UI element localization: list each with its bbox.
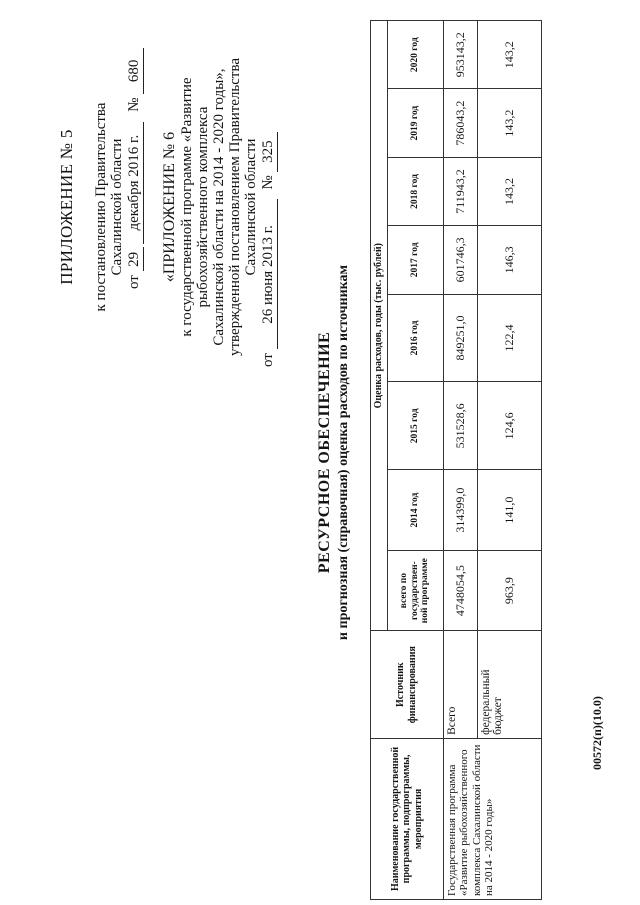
table-header-row <box>371 21 388 900</box>
header-total: всего по государствен-ной программе <box>387 550 443 631</box>
annex6-line-1: к государственной программе «Развитие <box>179 77 195 337</box>
document-title: РЕСУРСНОЕ ОБЕСПЕЧЕНИЕ <box>316 331 333 574</box>
value-cell: 531528,6 <box>443 382 477 470</box>
value-cell: 143,2 <box>477 89 541 157</box>
decree-number: 680 <box>127 48 144 94</box>
program-number: 325 <box>261 132 278 172</box>
date-month-year: декабря 2016 г. <box>127 122 144 244</box>
value-cell: 146,3 <box>477 226 541 294</box>
header-program: Наименование государственной программы, подпрограммы, мероприятия <box>371 738 444 899</box>
source-cell: Всего <box>443 631 477 738</box>
date-day: 29 <box>127 247 144 271</box>
header-year: 2016 год <box>387 294 443 382</box>
header-year: 2014 год <box>387 470 443 551</box>
date2-prefix: от <box>260 353 276 367</box>
header-year: 2017 год <box>387 226 443 294</box>
header-source: Источник финансирования <box>371 631 444 738</box>
number2-sign: № <box>260 175 276 190</box>
document-subtitle: и прогнозная (справочная) оценка расходов по источникам <box>336 264 351 641</box>
table-row <box>443 21 477 900</box>
value-cell: 141,0 <box>477 470 541 551</box>
header-year: 2020 год <box>387 21 443 89</box>
value-cell: 601746,3 <box>443 226 477 294</box>
decree-line-1: к постановлению Правительства <box>93 102 109 312</box>
value-cell: 953143,2 <box>443 21 477 89</box>
value-cell: 124,6 <box>477 382 541 470</box>
program-name-cell: Государственная программа «Развитие рыбохозяйственного комплекса Сахалинской области на 2014 - 2020 годы» <box>443 738 541 899</box>
total-cell: 4748054,5 <box>443 550 477 631</box>
resource-table <box>370 20 542 900</box>
annex6-title: «ПРИЛОЖЕНИЕ № 6 <box>161 131 178 283</box>
footer-code: 00572(п)(10.0) <box>590 696 604 770</box>
value-cell: 143,2 <box>477 157 541 225</box>
program-date-line <box>261 0 278 397</box>
date-prefix: от <box>126 275 142 289</box>
header-year: 2015 год <box>387 382 443 470</box>
source-cell: федеральный бюджет <box>477 631 541 738</box>
annex6-line-5: Сахалинской области <box>243 138 259 276</box>
header-year: 2019 год <box>387 89 443 157</box>
date2-value: 26 июня 2013 г. <box>261 199 278 349</box>
header-estimate: Оценка расходов, годы (тыс. рублей) <box>371 21 388 631</box>
annex6-line-4: утвержденной постановлением Правительства <box>227 57 243 357</box>
annex6-line-2: рыбохозяйственного комплекса <box>195 106 211 308</box>
total-cell: 963,9 <box>477 550 541 631</box>
value-cell: 711943,2 <box>443 157 477 225</box>
decree-date-line <box>127 0 144 397</box>
decree-line-2: Сахалинской области <box>109 138 125 276</box>
value-cell: 122,4 <box>477 294 541 382</box>
value-cell: 786043,2 <box>443 89 477 157</box>
header-year: 2018 год <box>387 157 443 225</box>
value-cell: 143,2 <box>477 21 541 89</box>
annex-title: ПРИЛОЖЕНИЕ № 5 <box>57 129 76 285</box>
annex6-line-3: Сахалинской области на 2014 - 2020 годы», <box>211 68 227 346</box>
value-cell: 849251,0 <box>443 294 477 382</box>
number-sign: № <box>126 97 142 112</box>
value-cell: 314399,0 <box>443 470 477 551</box>
